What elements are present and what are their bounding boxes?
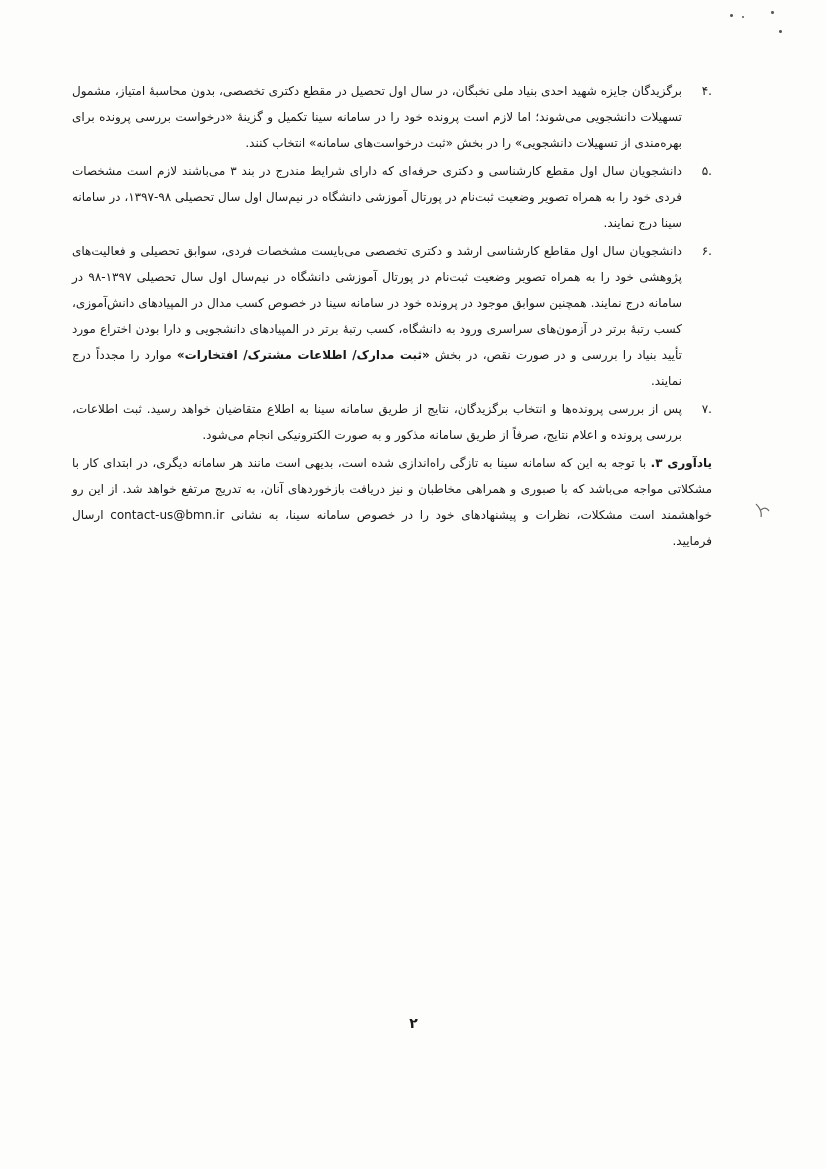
reminder-note (72, 450, 712, 554)
list-item-6 (72, 238, 712, 394)
scan-speck (771, 11, 774, 14)
scan-speck (730, 14, 733, 17)
scan-speck (742, 16, 744, 18)
list-item-4 (72, 78, 712, 156)
list-item-7 (72, 396, 712, 448)
list-item-bold-text: «ثبت مدارک/ اطلاعات مشترک/ افتخارات» (176, 348, 430, 362)
list-item-number: .۵ (701, 164, 712, 178)
list-item-text (72, 238, 682, 394)
reminder-text-end: ارسال فرمایید. (72, 508, 712, 548)
margin-mark-icon (752, 498, 774, 520)
list-item-number: .۷ (701, 402, 712, 416)
list-item-text: برگزیدگان جایزه شهید احدی بنیاد ملی نخبگان، در سال اول تحصیل در مقطع دکتری تخصصی، بدون محاسبهٔ امتیاز، مشمول تسهیلات دانشجویی می‌شوند؛ اما لازم است پرونده خود را در سامانه سینا تکمیل و گزینهٔ «درخواست بررسی پرونده برای بهره‌مندی از تسهیلات دانشجویی» را در بخش «ثبت درخواست‌های سامانه» انتخاب کنند. (72, 84, 682, 150)
list-item-number: .۶ (701, 244, 712, 258)
page-number: ۲ (409, 1016, 418, 1032)
list-item-5 (72, 158, 712, 236)
list-item-text-part: دانشجویان سال اول مقاطع کارشناسی ارشد و دکتری تخصصی می‌بایست مشخصات فردی، سوابق تحصیلی و فعالیت‌های پژوهشی خود را به همراه تصویر وضعیت ثبت‌نام در پورتال آموزشی دانشگاه در نیم‌سال اول سال تحصیلی ۱۳۹۷-۹۸ در سامانه درج نمایند. همچنین سوابق موجود در پرونده خود در سامانه سینا در خصوص کسب مدال در المپیادهای دانش‌آموزی، کسب رتبهٔ برتر در آزمون‌های سراسری ورود به دانشگاه، کسب رتبهٔ برتر در المپیادهای دانشجویی و دارا بودن اختراع مورد تأیید بنیاد را بررسی و در صورت نقص، در بخش (72, 244, 682, 362)
contact-email-link[interactable]: contact-us@bmn.ir (110, 508, 225, 522)
list-item-text-part: موارد را مجدداً درج نمایند. (72, 348, 682, 388)
document-body (72, 78, 712, 554)
list-item-text: پس از بررسی پرونده‌ها و انتخاب برگزیدگان، نتایج از طریق سامانه سینا به اطلاع متقاضیان خواهد رسید. ثبت اطلاعات، بررسی پرونده و اعلام نتایج، صرفاً از طریق سامانه مذکور و به صورت الکترونیکی انجام می‌شود. (72, 402, 682, 442)
reminder-label: یادآوری ۳. (650, 456, 713, 470)
scan-speck (779, 30, 782, 33)
reminder-text: با توجه به این که سامانه سینا به تازگی راه‌اندازی شده است، بدیهی است مانند هر سامانه دیگری، در ابتدای کار با مشکلاتی مواجه می‌باشد که با صبوری و همراهی مخاطبان و نیز دریافت بازخوردهای آنان، به تدریج مرتفع خواهد شد. از این رو خواهشمند است مشکلات، نظرات و پیشنهادهای خود را در خصوص سامانه سینا، به نشانی (72, 456, 712, 522)
list-item-number: .۴ (701, 84, 712, 98)
list-item-text: دانشجویان سال اول مقطع کارشناسی و دکتری حرفه‌ای که دارای شرایط مندرج در بند ۳ می‌باشند لازم است مشخصات فردی خود را به همراه تصویر وضعیت ثبت‌نام در پورتال آموزشی دانشگاه در نیم‌سال اول سال تحصیلی ۹۸-۱۳۹۷، در سامانه سینا درج نمایند. (72, 164, 683, 230)
